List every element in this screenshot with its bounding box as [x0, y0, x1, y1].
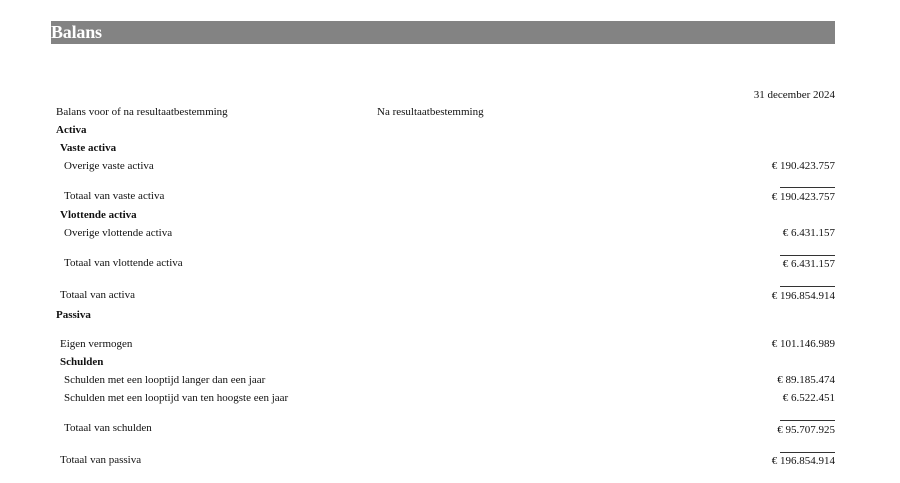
totaal-vaste-activa-label: Totaal van vaste activa: [64, 190, 165, 202]
date-header: 31 december 2024: [753, 89, 835, 101]
overige-vaste-activa-label: Overige vaste activa: [64, 160, 154, 172]
schulden-heading: Schulden: [60, 356, 104, 368]
subtotal-rule: [780, 255, 835, 256]
schulden-lang-value: € 89.185.474: [777, 374, 835, 386]
overige-vaste-activa-value: € 190.423.757: [771, 160, 835, 172]
totaal-schulden-value: € 95.707.925: [777, 424, 835, 436]
schulden-kort-label: Schulden met een looptijd van ten hoogste een jaar: [64, 392, 289, 404]
eigen-vermogen-value: € 101.146.989: [771, 338, 835, 350]
totaal-schulden-label: Totaal van schulden: [64, 422, 152, 434]
subtotal-rule: [780, 452, 835, 453]
totaal-activa-label: Totaal van activa: [60, 289, 135, 301]
vlottende-activa-heading: Vlottende activa: [60, 209, 137, 221]
subtotal-rule: [780, 420, 835, 421]
passiva-heading: Passiva: [56, 309, 91, 321]
totaal-vlottende-activa-value: € 6.431.157: [782, 258, 835, 270]
totaal-vaste-activa-value: € 190.423.757: [771, 191, 835, 203]
totaal-activa-value: € 196.854.914: [771, 290, 835, 302]
overige-vlottende-activa-label: Overige vlottende activa: [64, 227, 173, 239]
title-bar: [51, 21, 835, 44]
schulden-kort-value: € 6.522.451: [782, 392, 835, 404]
vaste-activa-heading: Vaste activa: [60, 142, 117, 154]
totaal-passiva-value: € 196.854.914: [771, 455, 835, 467]
overige-vlottende-activa-value: € 6.431.157: [782, 227, 835, 239]
schulden-lang-label: Schulden met een looptijd langer dan een jaar: [64, 374, 266, 386]
eigen-vermogen-label: Eigen vermogen: [60, 338, 133, 350]
subtotal-rule: [780, 187, 835, 188]
totaal-vlottende-activa-label: Totaal van vlottende activa: [64, 257, 183, 269]
page-title: Balans: [51, 22, 102, 42]
totaal-passiva-label: Totaal van passiva: [60, 454, 142, 466]
subtotal-rule: [780, 286, 835, 287]
subheader-left: Balans voor of na resultaatbestemming: [56, 106, 228, 118]
subheader-right: Na resultaatbestemming: [377, 106, 484, 118]
activa-heading: Activa: [56, 124, 87, 136]
